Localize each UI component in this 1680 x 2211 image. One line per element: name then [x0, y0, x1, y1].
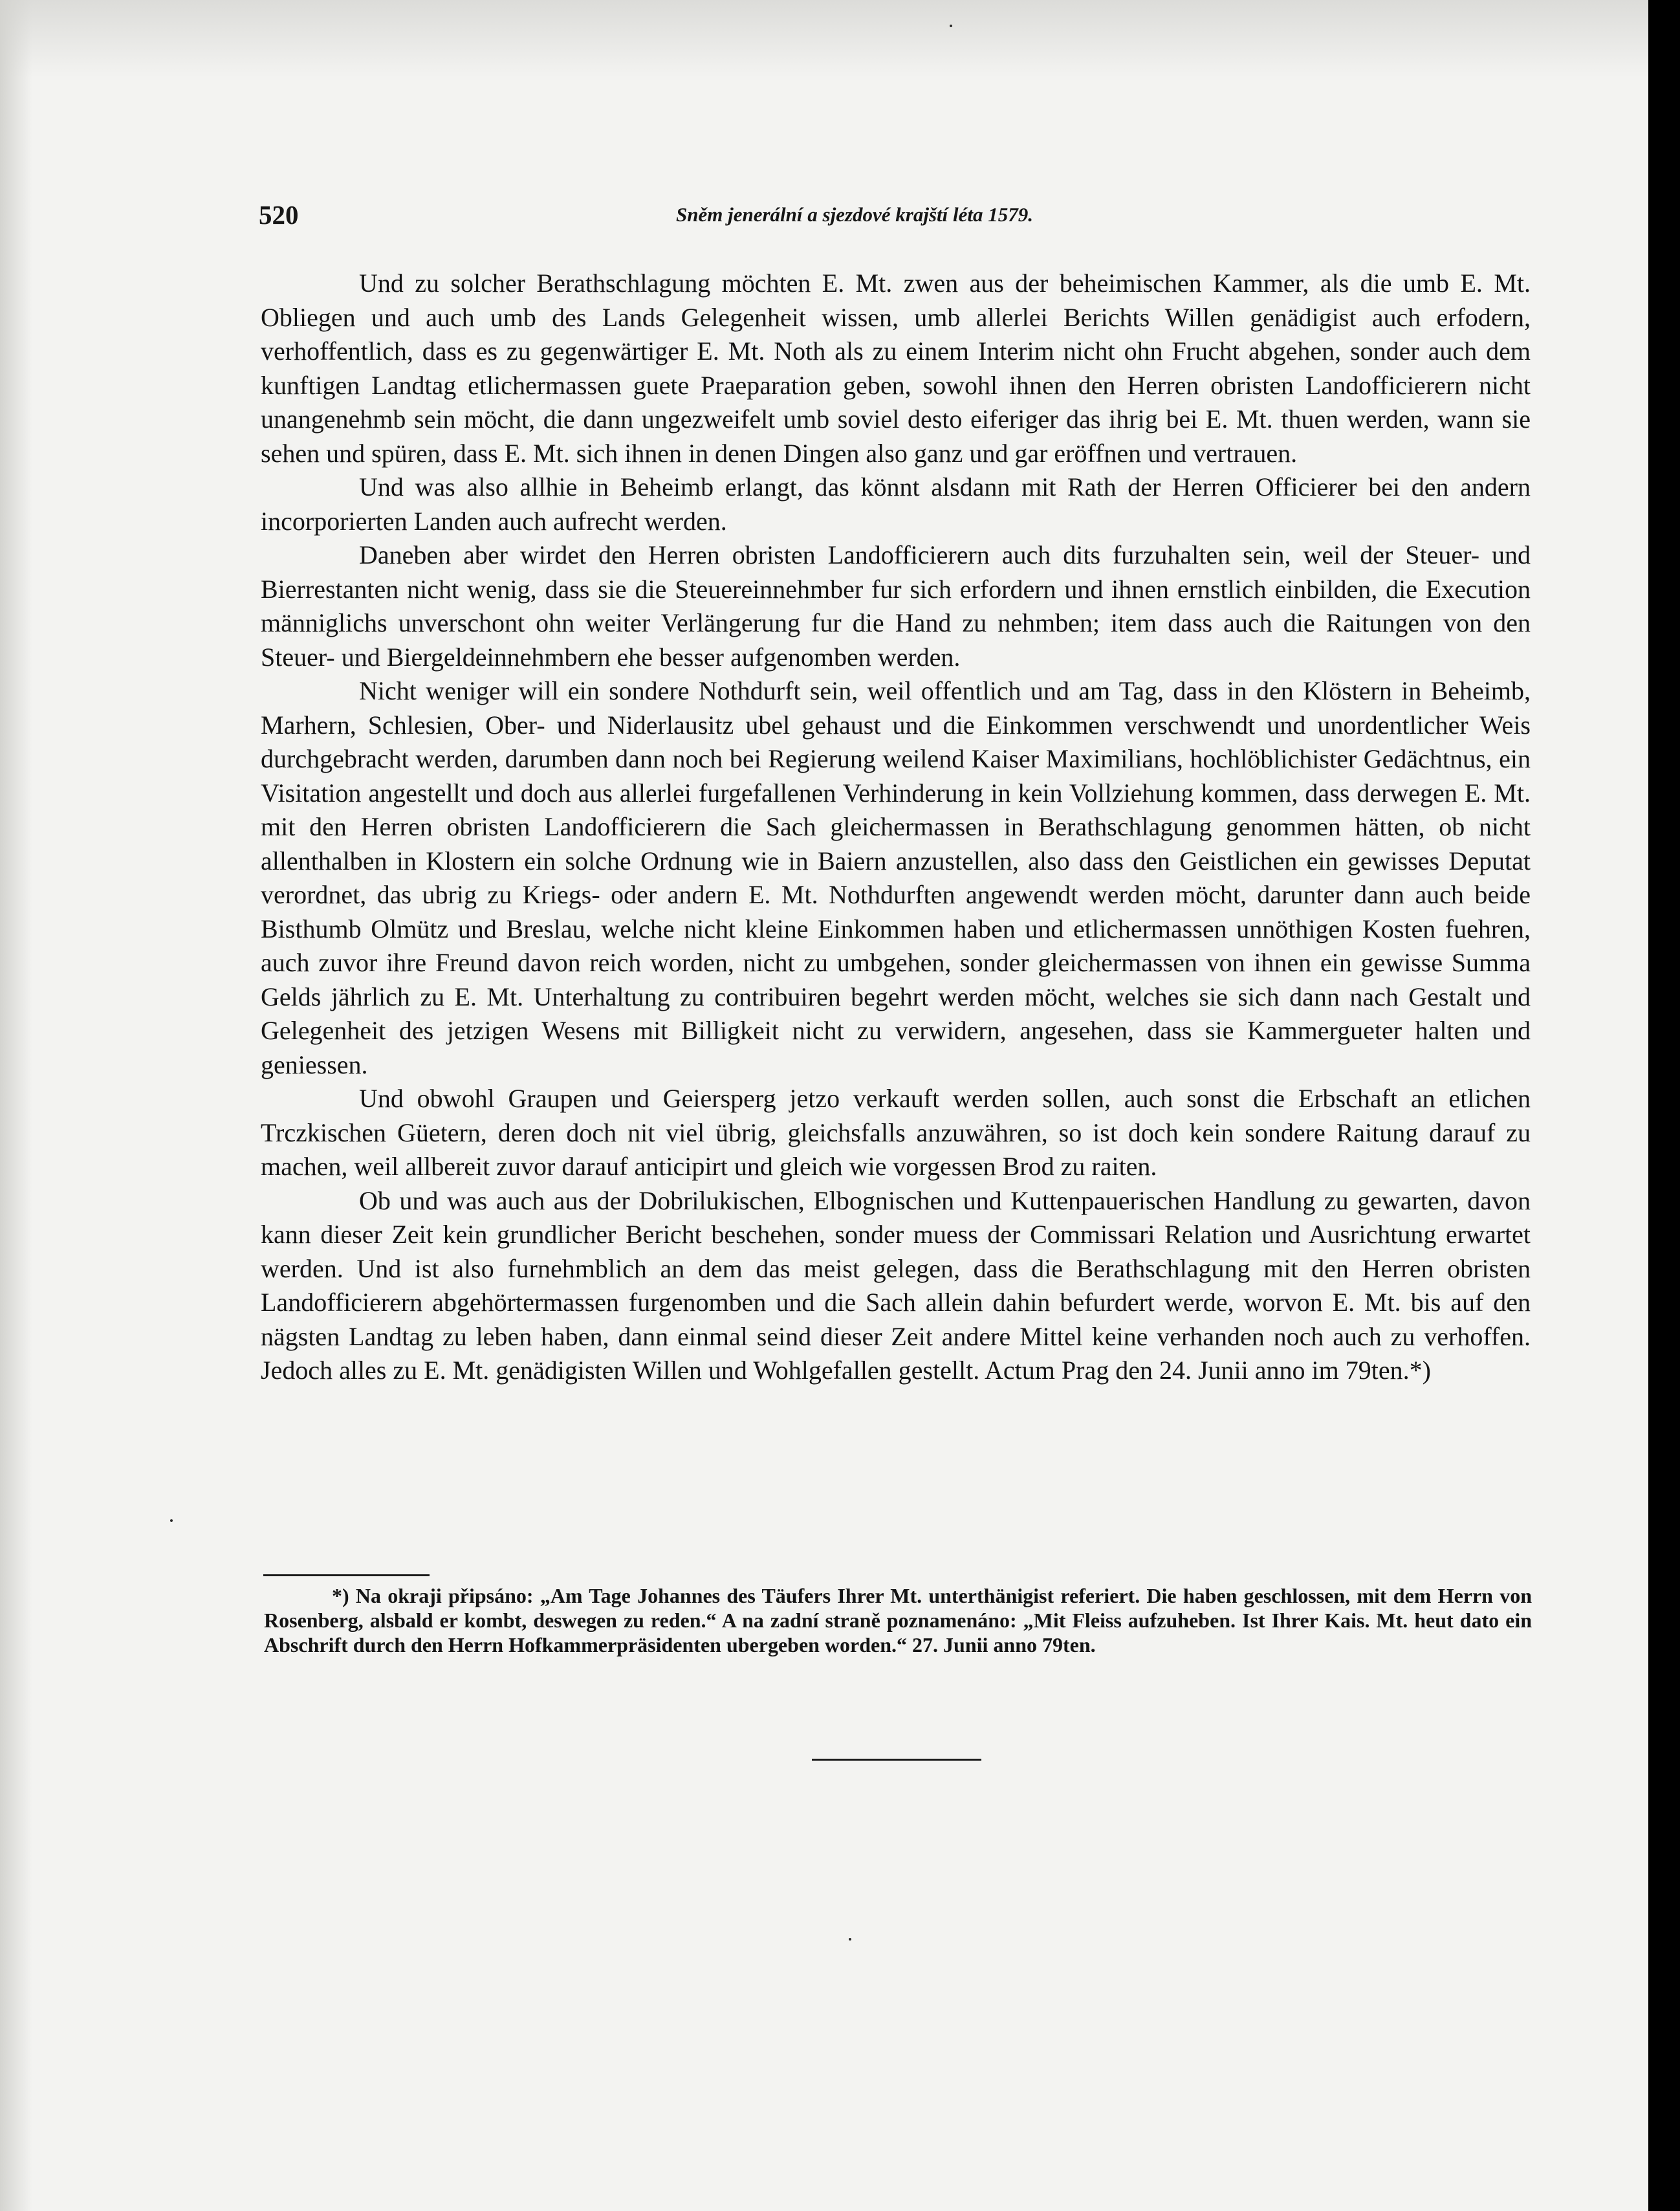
paragraph: Ob und was auch aus der Dobrilukischen, Elbognischen und Kuttenpauerischen Handlung zu gewarten, davon kann dieser Zeit kein grundlicher Bericht beschehen, sonder muess der Commissari Relation und Ausrichtung erwartet werden. Und ist also furnehmblich an dem das meist gelegen, dass die Berathschlagung mit den Herren obristen Landofficierern abgehörtermassen furgenomben und die Sach allein dahin befurdert werde, worvon E. Mt. bis auf den nägsten Landtag zu leben haben, dann einmal seind dieser Zeit andere Mittel keine verhanden noch auch zu verhoffen. Jedoch alles zu E. Mt. genädigisten Willen und Wohlgefallen gestellt. Actum Prag den 24. Junii anno im 79ten.*) — [261, 1185, 1531, 1385]
scan-speck — [849, 1938, 851, 1941]
paragraph: Nicht weniger will ein sondere Nothdurft sein, weil offentlich und am Tag, dass in den Klöstern in Beheimb, Marhern, Schlesien, Ober- und Niderlausitz ubel gehaust und die Einkommen verschwendt und unordentlicher Weis durchgebracht werden, darumben dann noch bei Regierung weilend Kaiser Maximilians, hochlöblichister Gedächtnus, ein Visitation angestellt und doch aus allerlei furgefallenen Verhinderung in kein Vollziehung kommen, dass derwegen E. Mt. mit den Herren obristen Landofficierern die Sach gleichermassen in Berathschlagung genommen hätten, ob nicht allenthalben in Klostern ein solche Ordnung wie in Baiern anzustellen, also dass den Geistlichen ein gewisses Deputat verordnet, das ubrig zu Kriegs- oder andern E. Mt. Nothdurften angewendt werden möcht, darunter dann auch beide Bisthumb Olmütz und Breslau, welche nicht kleine Einkommen haben und etlichermassen unnöthigen Kosten fuehren, auch zuvor ihre Freund davon reich worden, nicht zu umbgehen, sonder gleichermassen von ihnen ein gewisse Summa Gelds jährlich zu E. Mt. Unterhaltung zu contribuiren begehrt werden möcht, welches sie sich dann nach Gestalt und Gelegenheit des jetzigen Wesens mit Billigkeit nicht zu verwidern, angesehen, dass sie Kammergueter halten und geniessen. — [261, 676, 1531, 1079]
footnote-text: *) Na okraji připsáno: „Am Tage Johannes des Täufers Ihrer Mt. unterthänigist referiert. Die haben geschlossen, mit dem Herrn von Rosenberg, alsbald er kombt, deswegen zu reden.“ A na zadní straně poznamenáno: „Mit Fleiss aufzuheben. Ist Ihrer Kais. Mt. heut dato ein Abschrift durch den Herrn Hofkammerpräsidenten ubergeben worden.“ 27. Junii anno 79ten. — [264, 1584, 1532, 1656]
scan-speck — [950, 25, 952, 27]
paragraph: Und zu solcher Berathschlagung möchten E. Mt. zwen aus der beheimischen Kammer, als die umb E. Mt. Obliegen und auch umb des Lands Gelegenheit wissen, umb allerlei Berichts Willen genädigist auch erfodern, verhoffentlich, dass es zu gegenwärtiger E. Mt. Noth als zu einem Interim nicht ohn Frucht abgehen, sonder auch dem kunftigen Landtag etlichermassen guete Praeparation geben, sowohl ihnen den Herren obristen Landofficierern nicht unangenehmb sein möcht, die dann ungezweifelt umb soviel desto eiferiger das ihrig bei E. Mt. thuen werden, wann sie sehen und spüren, dass E. Mt. sich ihnen in denen Dingen also ganz und gar eröffnen und vertrauen. — [261, 269, 1531, 468]
paragraph: Und was also allhie in Beheimb erlangt, das könnt alsdann mit Rath der Herren Officierer bei den andern incorporierten Landen auch aufrecht werden. — [261, 472, 1531, 536]
main-text — [261, 267, 1531, 1388]
page-number: 520 — [259, 200, 299, 230]
page-header — [259, 199, 1158, 238]
footnote — [264, 1583, 1532, 1657]
footnote-separator — [263, 1574, 430, 1576]
scan-speck — [170, 1519, 173, 1522]
running-title: Sněm jenerální a sjezdové krajští léta 1579. — [676, 203, 1033, 226]
paragraph: Und obwohl Graupen und Geiersperg jetzo verkauft werden sollen, auch sonst die Erbschaft an etlichen Trczkischen Güetern, deren doch nit viel übrig, gleichsfalls anzuwähren, so ist doch kein sondere Raitung darauf zu machen, weil allbereit zuvor darauf anticipirt und gleich wie vorgessen Brod zu raiten. — [261, 1084, 1531, 1181]
paragraph: Daneben aber wirdet den Herren obristen Landofficierern auch dits furzuhalten sein, weil der Steuer- und Bierrestanten nicht wenig, dass sie die Steuereinnehmber fur sich erfordern und ihnen ernstlich einbilden, die Execution männiglichs unverschont ohn weiter Verlängerung fur die Hand zu nehmben; item dass auch die Raitungen von den Steuer- und Biergeldeinnehmbern ehe besser aufgenomben werden. — [261, 540, 1531, 672]
end-of-section-rule — [812, 1759, 981, 1761]
